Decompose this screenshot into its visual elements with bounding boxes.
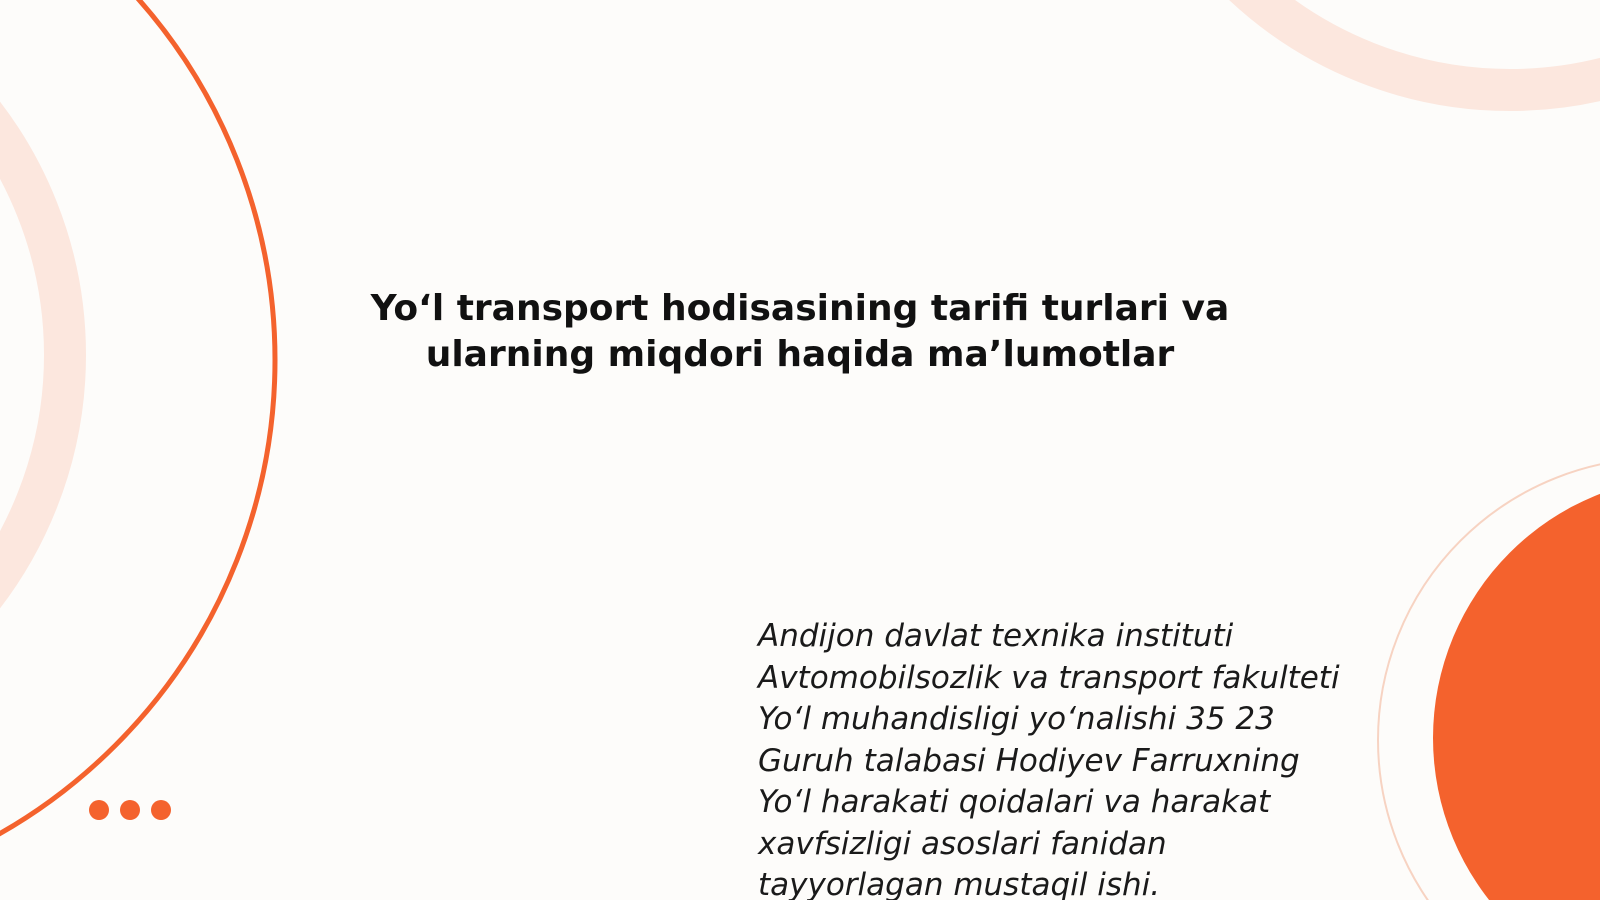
subtitle-line-4: Guruh talabasi Hodiyev Farruxning	[758, 742, 1300, 779]
slide-title	[330, 286, 1270, 378]
more-dots-icon	[89, 800, 171, 820]
subtitle-line-2: Avtomobilsozlik va transport fakulteti	[758, 659, 1340, 696]
subtitle-line-7: tayyorlagan mustaqil ishi.	[758, 867, 1161, 900]
title-line-1: Yo‘l transport hodisasining tarifi turlari va	[370, 288, 1230, 329]
subtitle-line-6: xavfsizligi asoslari fanidan	[758, 825, 1167, 862]
dot-1	[89, 800, 109, 820]
subtitle-line-3: Yo‘l muhandisligi yo‘nalishi 35 23	[758, 701, 1275, 737]
dot-2	[120, 800, 140, 820]
title-line-2: ularning miqdori haqida ma’lumotlar	[425, 334, 1175, 375]
subtitle-line-5: Yo‘l harakati qoidalari va harakat	[758, 784, 1271, 820]
left-pale-arc	[0, 0, 65, 750]
dot-3	[151, 800, 171, 820]
slide-subtitle	[758, 616, 1398, 900]
top-right-pale-arc	[1120, 0, 1600, 90]
bottom-right-orange-circle	[1433, 476, 1600, 900]
subtitle-line-1: Andijon davlat texnika instituti	[758, 618, 1234, 654]
